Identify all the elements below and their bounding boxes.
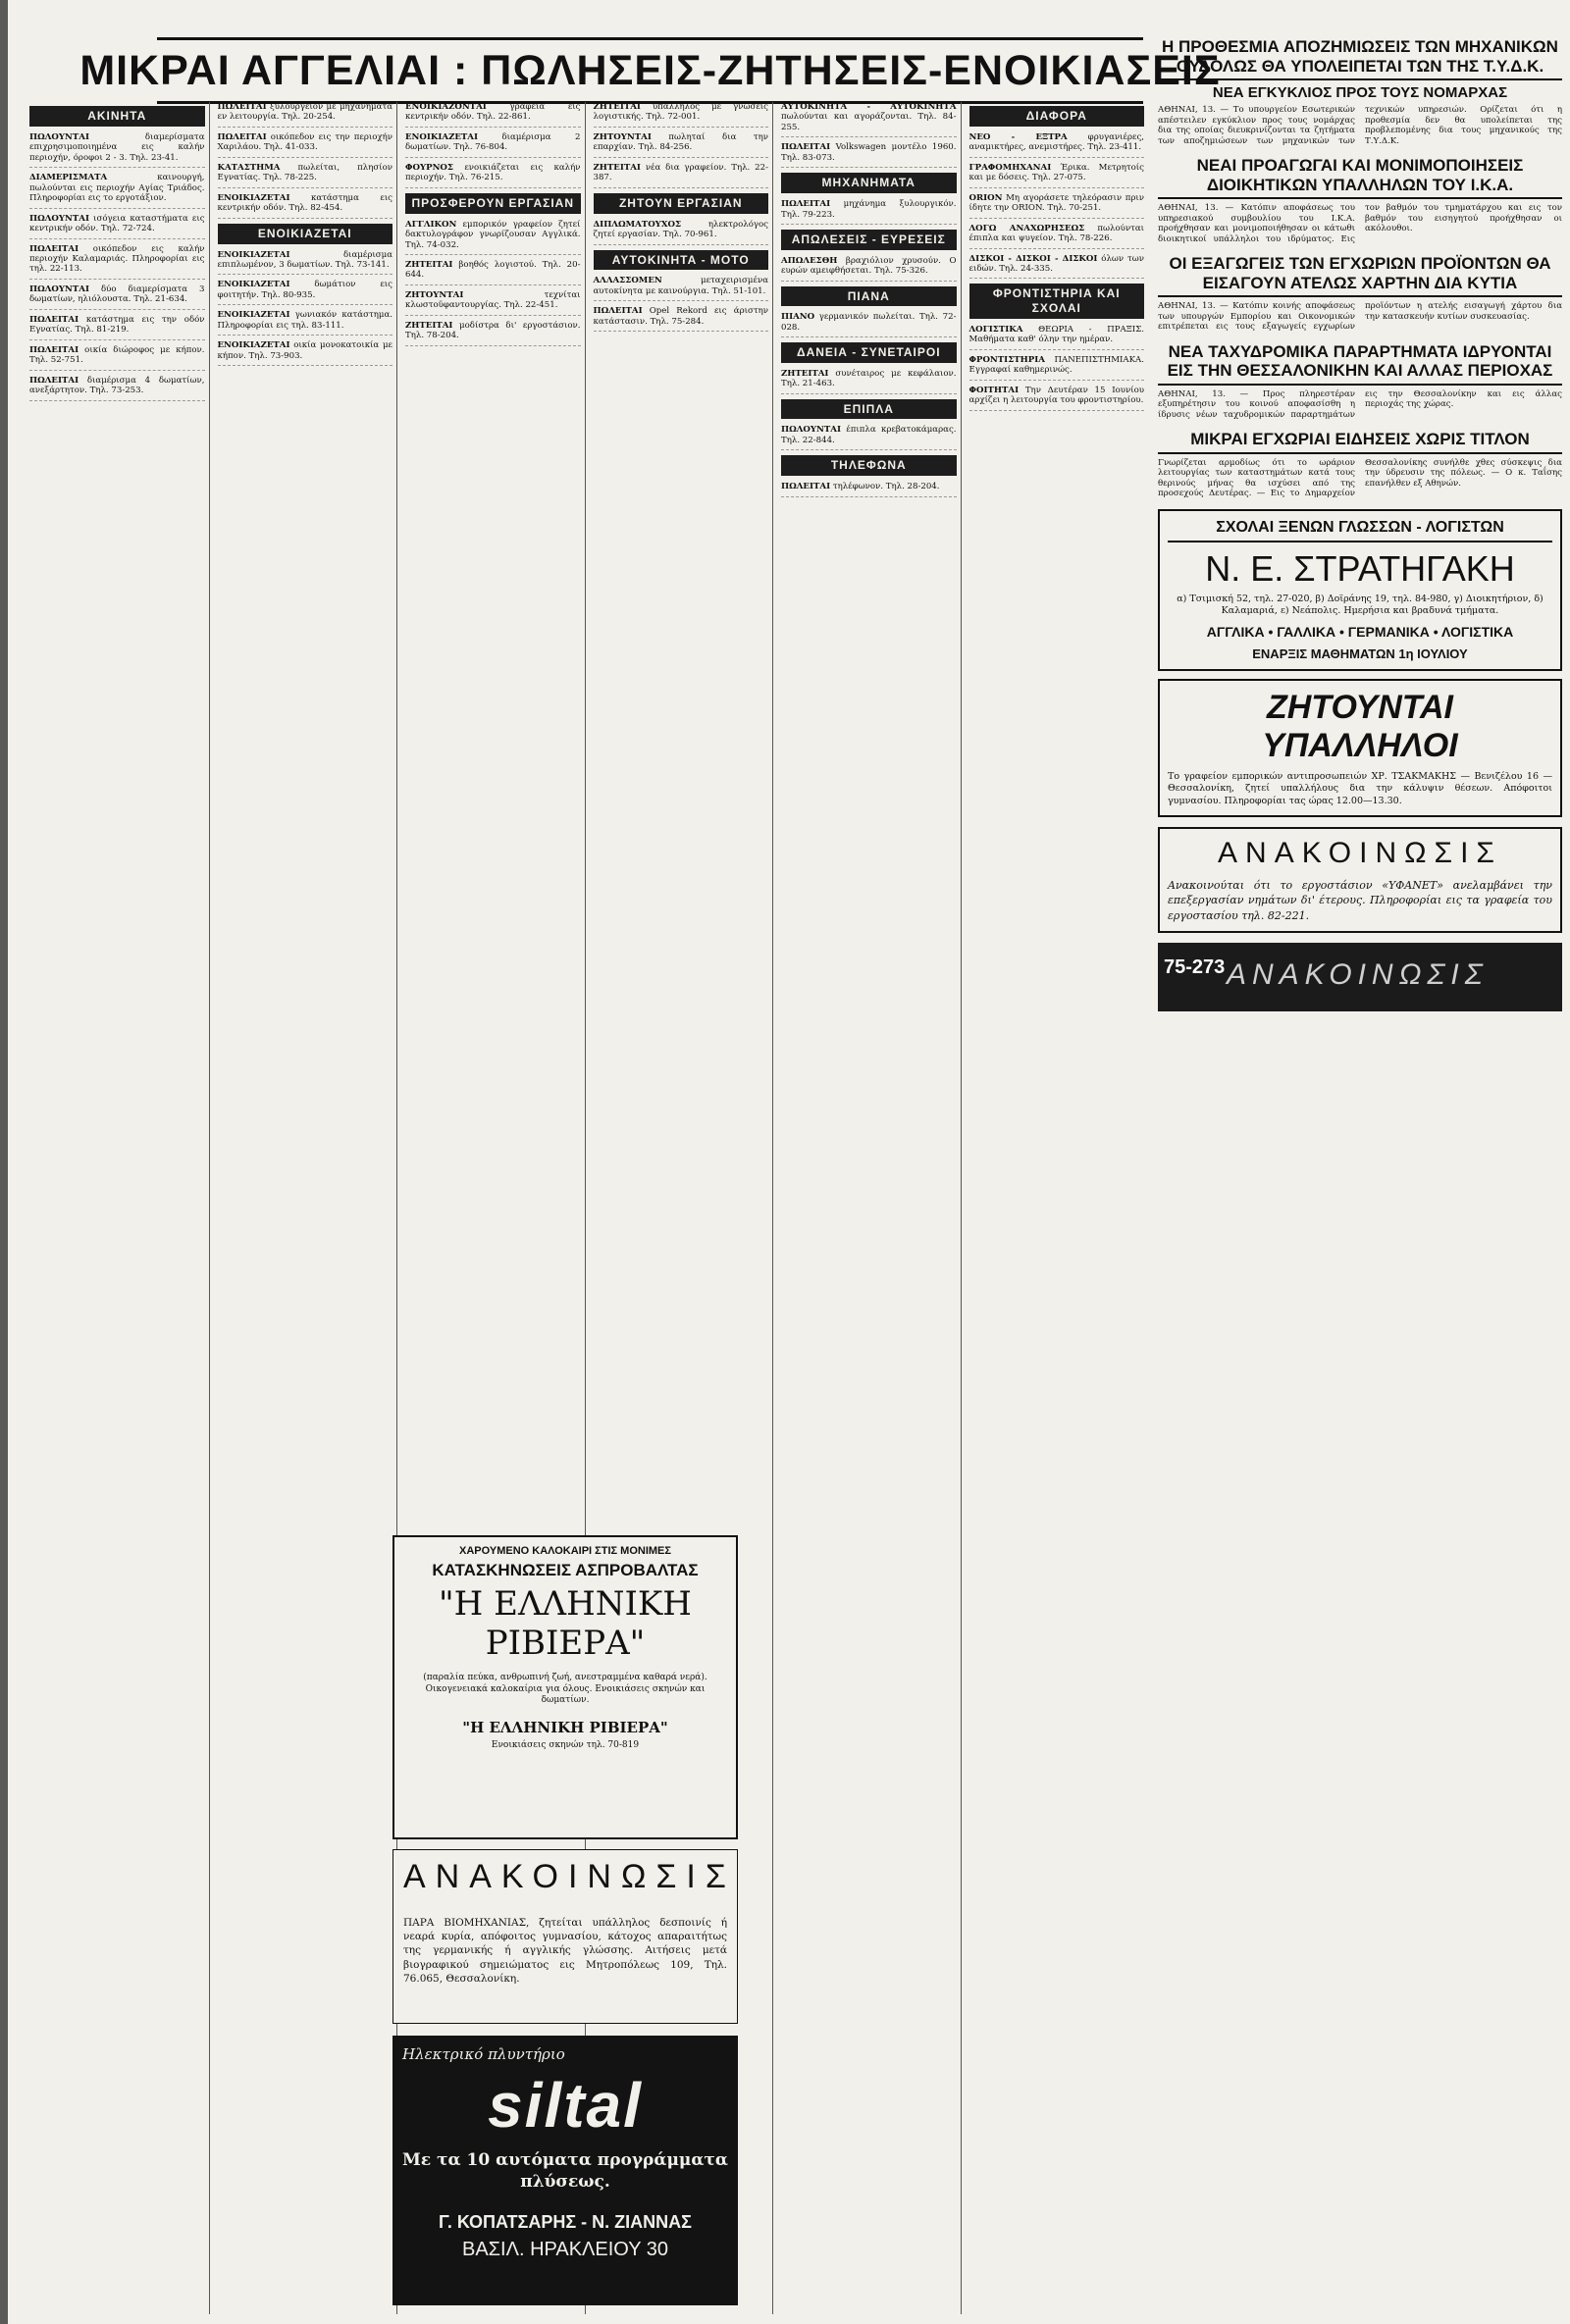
news-item xyxy=(1158,156,1562,244)
ad-text: ενοικιάζεται εις καλήν περιοχήν. Τηλ. 76-215. xyxy=(405,162,581,183)
classified-ad xyxy=(29,244,205,280)
ad-keyword: ΖΗΤΕΙΤΑΙ xyxy=(405,259,453,270)
ad-text: διαμερίσματα επιχρησιμοποιημένα εις καλήν περιοχήν, όροφοι 2 - 3. Τηλ. 23-41. xyxy=(29,131,205,163)
ad-text: οικόπεδον εις την περιοχήν Χαριλάου. Τηλ. 41-033. xyxy=(217,131,392,153)
classified-ad xyxy=(218,102,393,128)
section-banner: ΑΠΩΛΕΣΕΙΣ - ΕΥΡΕΣΕΙΣ xyxy=(781,230,957,250)
classified-ad xyxy=(405,102,581,128)
section-banner: ΑΥΤΟΚΙΝΗΤΑ - ΜΟΤΟ xyxy=(594,250,769,271)
ad-text: μοδίστρα δι' εργοστάσιον. Τηλ. 78-204. xyxy=(405,320,581,341)
classified-ad xyxy=(218,310,393,336)
ad-text: διαμέρισμα 4 δωματίων, ανεξάρτητον. Τηλ. 73-253. xyxy=(29,375,205,396)
riviera-line1: ΧΑΡΟΥΜΕΝΟ ΚΑΛΟΚΑΙΡΙ ΣΤΙΣ ΜΟΝΙΜΕΣ xyxy=(459,1545,671,1557)
classified-ad xyxy=(405,321,581,346)
ad-text: ΠΑΝΕΠΙΣΤΗΜΙΑΚΑ. Εγγραφαί καθημερινώς. xyxy=(968,354,1144,376)
classified-ad xyxy=(781,199,957,225)
ad-text: γερμανικόν πωλείται. Τηλ. 72-028. xyxy=(781,312,957,333)
ad-keyword: ΕΝΟΙΚΙΑΖΟΝΤΑΙ xyxy=(405,102,487,112)
news-item xyxy=(1158,430,1562,498)
classified-ad xyxy=(405,290,581,316)
ad-text: πωληταί δια την επαρχίαν. Τηλ. 84-256. xyxy=(593,131,768,153)
news-headline: Η ΠΡΟΘΕΣΜΙΑ ΑΠΟΖΗΜΙΩΣΕΙΣ ΤΩΝ ΜΗΧΑΝΙΚΩΝ ΟΥΔΟΛΩΣ ΘΑ ΥΠΟΛΕΙΠΕΤΑΙ ΤΩΝ ΤΗΣ Τ.Υ.Δ.Κ. xyxy=(1158,37,1562,80)
ad-keyword: ΠΩΛΕΙΤΑΙ xyxy=(781,199,831,210)
page-stamp xyxy=(1158,943,1562,1011)
classified-ad xyxy=(29,284,205,310)
riviera-body: (παραλία πεύκα, ανθρωπινή ζωή, ανεστραμμένα καθαρά νερά). Οικογενειακά καλοκαίρια για όλους. Ενοικιάσεις σκηνών και δωματίων. xyxy=(423,1673,707,1706)
ad-text: υπάλληλος με γνώσεις λογιστικής. Τηλ. 72-001. xyxy=(593,102,768,123)
classified-ad xyxy=(594,102,769,128)
news-text: ΑΘΗΝΑΙ, 13. — Κατόπιν αποφάσεως του υπηρεσιακού συμβουλίου του Ι.Κ.Α. προήχθησαν και μονιμοποιήθησαν οι κάτωθι διοικητικοί υπάλληλοι του ιδρύματος. Εις τον βαθμόν του τμηματάρχου και εις τον βαθμόν του εισηγητού προήχθησαν οι ακόλουθοι. xyxy=(1158,203,1562,244)
classified-ad xyxy=(29,173,205,208)
ad-keyword: ΠΙΑΝΟ xyxy=(781,312,815,323)
section-banner: ΤΗΛΕΦΩΝΑ xyxy=(781,455,957,476)
classified-ad xyxy=(218,193,393,219)
announcement-body: ΠΑΡΑ ΒΙΟΜΗΧΑΝΙΑΣ, ζητείται υπάλληλος δεσποινίς ή νεαρά κυρία, απόφοιτος γυμνασίου, κάτοχος απαραιτήτως της γερμανικής ή αγγλικής γλώσσης. Αιτήσεις μετά βιογραφικού σημειώματος εις Μητροπόλεως 109, Τηλ. 76.065, Θεσσαλονίκη. xyxy=(403,1917,727,1985)
ad-text: γωνιακόν κατάστημα. Πληροφορίαι εις τηλ. 83-111. xyxy=(217,310,392,331)
ad-text: κατάστημα εις την οδόν Εγνατίας. Τηλ. 81-219. xyxy=(29,314,205,336)
classified-ad xyxy=(969,386,1145,411)
ad-keyword: ΖΗΤΕΙΤΑΙ xyxy=(781,368,829,379)
section-banner: ΕΝΟΙΚΙΑΖΕΤΑΙ xyxy=(218,224,393,244)
classified-ad xyxy=(29,376,205,401)
ad-text: τηλέφωνον. Τηλ. 28-204. xyxy=(832,482,940,492)
ad-text: Opel Rekord εις άριστην κατάστασιν. Τηλ. 75-284. xyxy=(593,306,768,327)
ad-keyword: ΠΩΛΟΥΝΤΑΙ xyxy=(29,213,89,224)
stamp-text: ΑΝΑΚΟΙΝΩΣΙΣ xyxy=(1227,958,1489,992)
siltal-dealer: Γ. ΚΟΠΑΤΣΑΡΗΣ - Ν. ΖΙΑΝΝΑΣ xyxy=(439,2212,692,2233)
ad-keyword: ΛΟΓΙΣΤΙΚΑ xyxy=(968,324,1023,335)
ad-keyword: ΠΩΛΕΙΤΑΙ xyxy=(217,131,267,142)
ad-text: πωλείται, πλησίον Εγνατίας. Τηλ. 78-225. xyxy=(217,162,392,183)
classified-ad xyxy=(405,220,581,255)
ad-text: Την Δευτέραν 15 Ιουνίου αρχίζει η λειτουργία του φροντιστηρίου. xyxy=(968,385,1144,406)
ad-text: οικία μονοκατοικία με κήπον. Τηλ. 73-903. xyxy=(217,340,393,361)
factory-announcement xyxy=(1158,827,1562,933)
classified-ad xyxy=(781,482,957,496)
news-body xyxy=(1158,203,1562,244)
classified-ad xyxy=(594,220,769,245)
section-banner: ΑΚΙΝΗΤΑ xyxy=(29,106,205,127)
ad-keyword: ΕΝΟΙΚΙΑΖΕΤΑΙ xyxy=(217,280,290,290)
hiring-body: Το γραφείον εμπορικών αντιπροσωπειών ΧΡ. ΤΣΑΚΜΑΚΗΣ — Βενιζέλου 16 — Θεσσαλονίκη, ζητεί υπαλλήλους δια την κάλυψιν θέσεων. Απόφοιτοι γυμνασίου. Πληροφορίαι τας ώρας 12.00—13.30. xyxy=(1168,770,1552,806)
classified-ad xyxy=(594,276,769,301)
ad-text: εμπορικόν γραφείον ζητεί δακτυλογράφον γνωρίζουσαν Αγγλικά. Τηλ. 74-032. xyxy=(405,219,581,250)
classified-ad xyxy=(405,260,581,285)
ad-keyword: ΦΟΙΤΗΤΑΙ xyxy=(968,385,1020,395)
classified-ad xyxy=(969,224,1145,249)
ad-keyword: ΑΓΓΛΙΚΟΝ xyxy=(405,219,457,230)
news-subheadline: ΝΕΑ ΕΓΚΥΚΛΙΟΣ ΠΡΟΣ ΤΟΥΣ ΝΟΜΑΡΧΑΣ xyxy=(1212,84,1508,102)
classifieds-header: ΜΙΚΡΑΙ ΑΓΓΕΛΙΑΙ : ΠΩΛΗΣΕΙΣ-ΖΗΤΗΣΕΙΣ-ΕΝΟΙΚΙΑΣΕΙΣ xyxy=(157,37,1143,104)
ad-keyword: ΕΝΟΙΚΙΑΖΕΤΑΙ xyxy=(217,340,290,351)
factory-announcement-body: Ανακοινούται ότι το εργοστάσιον «ΥΦΑΝΕΤ» ανελαμβάνει την επεξεργασίαν νημάτων δι' έτερους. Πληροφορίαι εις τα γραφεία του εργοστασίου τηλ. 82-221. xyxy=(1168,878,1552,922)
page-edge-shadow xyxy=(0,0,8,2324)
classified-ad xyxy=(781,425,957,450)
classified-ad xyxy=(218,340,393,366)
ad-text: Έρικα. Μετρητοίς και με δόσεις. Τηλ. 27-075. xyxy=(968,162,1144,183)
ad-keyword: ΠΩΛΟΥΝΤΑΙ xyxy=(29,284,89,294)
ad-keyword: ΖΗΤΟΥΝΤΑΙ xyxy=(405,289,464,300)
classified-ad xyxy=(594,163,769,188)
classified-ad xyxy=(594,306,769,332)
siltal-tagline: Ηλεκτρικό πλυντήριο xyxy=(402,2045,565,2063)
ad-text: ΘΕΩΡΙΑ - ΠΡΑΞΙΣ. Μαθήματα καθ' όλην την ημέραν. xyxy=(968,324,1144,345)
classifieds-column xyxy=(969,102,1149,2314)
announcement-box xyxy=(392,1849,738,2024)
ad-keyword: ΕΝΟΙΚΙΑΖΕΤΑΙ xyxy=(217,192,290,203)
news-item xyxy=(1158,342,1562,421)
ad-text: πωλούνται έπιπλα και ψυγείον. Τηλ. 78-226. xyxy=(968,223,1145,244)
classified-ad xyxy=(29,315,205,340)
ad-keyword: ΠΩΛΕΙΤΑΙ xyxy=(781,142,831,153)
stamp-number: 75-273 xyxy=(1164,956,1226,979)
ad-text: κατάστημα εις κεντρικήν οδόν. Τηλ. 82-454. xyxy=(217,192,392,214)
news-item xyxy=(1158,254,1562,333)
factory-announcement-title: ΑΝΑΚΟΙΝΩΣΙΣ xyxy=(1218,836,1502,869)
siltal-logo: siltal xyxy=(488,2070,643,2141)
section-banner: ΔΙΑΦΟΡΑ xyxy=(969,106,1145,127)
news-text: Γνωρίζεται αρμοδίως ότι το ωράριον λειτουργίας των καταστημάτων κατά τους θερινούς μήνας θα ισχύσει από της προσεχούς Δευτέρας. — Εις το Δημαρχείον Θεσσαλονίκης συνήλθε χθες σύσκεψις δια την ύδρευσιν της πόλεως. — Ο κ. Ταΐσης επανήλθεν εξ Αθηνών. xyxy=(1158,457,1562,499)
ad-keyword: ΕΝΟΙΚΙΑΖΕΤΑΙ xyxy=(405,131,478,142)
classified-ad xyxy=(29,214,205,239)
riviera-contact: Ενοικιάσεις σκηνών τηλ. 70-819 xyxy=(491,1740,640,1751)
classified-ad xyxy=(781,369,957,394)
ad-keyword: ΠΩΛΟΥΝΤΑΙ xyxy=(29,131,89,142)
classifieds-column xyxy=(781,102,962,2314)
classifieds-column xyxy=(29,102,210,2314)
ad-keyword: ΛΟΓΩ ΑΝΑΧΩΡΗΣΕΩΣ xyxy=(968,223,1085,233)
classified-ad xyxy=(969,355,1145,381)
ad-text: γραφεία εις κεντρικήν οδόν. Τηλ. 22-861. xyxy=(405,102,581,123)
ad-keyword: ΕΝΟΙΚΙΑΖΕΤΑΙ xyxy=(217,249,290,260)
classified-ad xyxy=(781,256,957,282)
classified-ad xyxy=(218,250,393,276)
hiring-ad xyxy=(1158,679,1562,817)
section-banner: ΠΙΑΝΑ xyxy=(781,286,957,307)
classified-ad xyxy=(218,280,393,305)
news-item xyxy=(1158,37,1562,146)
classified-ad xyxy=(781,312,957,337)
classified-ad xyxy=(405,132,581,158)
ad-keyword: ΠΩΛΕΙΤΑΙ xyxy=(29,344,79,355)
hiring-title: ΖΗΤΟΥΝΤΑΙ ΥΠΑΛΛΗΛΟΙ xyxy=(1262,688,1458,764)
siltal-slogan: Με τα 10 αυτόματα προγράμματα πλύσεως. xyxy=(402,2150,728,2193)
ad-text: δύο διαμερίσματα 3 δωματίων, ηλιόλουστα. Τηλ. 21-634. xyxy=(29,284,205,305)
school-subjects: ΑΓΓΛΙΚΑ • ΓΑΛΛΙΚΑ • ΓΕΡΜΑΝΙΚΑ • ΛΟΓΙΣΤΙΚΑ xyxy=(1206,624,1514,641)
ad-keyword: ΔΙΑΜΕΡΙΣΜΑΤΑ xyxy=(29,173,108,183)
section-banner: ΖΗΤΟΥΝ ΕΡΓΑΣΙΑΝ xyxy=(594,193,769,214)
news-body xyxy=(1158,301,1562,332)
ad-keyword: ΠΩΛΕΙΤΑΙ xyxy=(217,102,267,112)
ad-text: νέα δια γραφείον. Τηλ. 22-387. xyxy=(593,162,768,183)
classified-ad xyxy=(781,102,957,137)
section-banner: ΠΡΟΣΦΕΡΟΥΝ ΕΡΓΑΣΙΑΝ xyxy=(405,193,581,214)
ad-keyword: ΠΩΛΕΙΤΑΙ xyxy=(781,482,831,492)
ad-keyword: ΚΑΤΑΣΤΗΜΑ xyxy=(217,162,281,173)
ad-text: βοηθός λογιστού. Τηλ. 20-644. xyxy=(405,259,581,281)
ad-text: ηλεκτρολόγος ζητεί εργασίαν. Τηλ. 70-961. xyxy=(593,219,768,240)
ad-keyword: ΓΡΑΦΟΜΗΧΑΝΑΙ xyxy=(968,162,1052,173)
riviera-name: "Η ΕΛΛΗΝΙΚΗ ΡΙΒΙΕΡΑ" xyxy=(439,1584,692,1663)
ad-text: διαμέρισμα επιπλωμένον, 3 δωματίων. Τηλ. 73-141. xyxy=(217,249,392,270)
classified-ad xyxy=(218,163,393,188)
section-banner: ΔΑΝΕΙΑ - ΣΥΝΕΤΑΙΡΟΙ xyxy=(781,342,957,363)
ad-keyword: ΠΩΛΕΙΤΑΙ xyxy=(29,375,79,386)
ad-keyword: ΕΝΟΙΚΙΑΖΕΤΑΙ xyxy=(217,310,290,321)
news-headline: ΟΙ ΕΞΑΓΩΓΕΙΣ ΤΩΝ ΕΓΧΩΡΙΩΝ ΠΡΟΪΟΝΤΩΝ ΘΑ ΕΙΣΑΓΟΥΝ ΑΤΕΛΩΣ ΧΑΡΤΗΝ ΔΙΑ ΚΥΤΙΑ xyxy=(1158,254,1562,297)
news-text: ΑΘΗΝΑΙ, 13. — Κατόπιν κοινής αποφάσεως των υπουργών Εμπορίου και Οικονομικών επιτρέπεται εις τους εξαγωγείς εγχωρίων προϊόντων η ατελής εισαγωγή χάρτου δια την κατασκευήν κυτίων συσκευασίας. xyxy=(1158,301,1562,333)
classified-ad xyxy=(969,193,1145,219)
section-banner: ΜΗΧΑΝΗΜΑΤΑ xyxy=(781,173,957,193)
ad-text: οικία διώροφος με κήπον. Τηλ. 52-751. xyxy=(29,344,205,366)
news-text: ΑΘΗΝΑΙ, 13. — Προς πληρεστέραν εξυπηρέτησιν του κοινού αποφασίσθη η ίδρυσις νέων ταχυδρομικών παραρτημάτων εις την Θεσσαλονίκην και εις άλλας περιοχάς της χώρας. xyxy=(1158,388,1562,420)
ad-text: Μη αγοράσετε τηλεόρασιν πριν ίδητε την ORION. Τηλ. 70-251. xyxy=(968,192,1144,214)
ad-keyword: ΔΙΠΛΩΜΑΤΟΥΧΟΣ xyxy=(593,219,682,230)
siltal-address: ΒΑΣΙΛ. ΗΡΑΚΛΕΙΟΥ 30 xyxy=(462,2239,668,2261)
language-school-ad xyxy=(1158,509,1562,671)
ad-text: διαμέρισμα 2 δωματίων. Τηλ. 76-804. xyxy=(405,131,581,153)
ad-text: ξυλουργείον με μηχανήματα εν λειτουργία. Τηλ. 20-254. xyxy=(217,102,393,123)
classified-ad xyxy=(405,163,581,188)
classified-ad xyxy=(781,142,957,168)
ad-keyword: ΦΟΥΡΝΟΣ xyxy=(405,162,453,173)
ad-keyword: ΔΙΣΚΟΙ - ΔΙΣΚΟΙ - ΔΙΣΚΟΙ xyxy=(968,253,1098,264)
section-banner: ΦΡΟΝΤΙΣΤΗΡΙΑ ΚΑΙ ΣΧΟΛΑΙ xyxy=(969,284,1145,318)
ad-keyword: ΖΗΤΕΙΤΑΙ xyxy=(593,102,641,112)
ad-keyword: ΖΗΤΟΥΝΤΑΙ xyxy=(593,131,652,142)
classified-ad xyxy=(969,325,1145,350)
riviera-camping-ad xyxy=(392,1535,738,1839)
ad-text: φρυγανιέρες, αναμικτήρες, ανεμιστήρες. Τηλ. 23-411. xyxy=(968,131,1144,153)
ad-keyword: ΠΩΛΟΥΝΤΑΙ xyxy=(781,425,841,436)
ad-keyword: ΠΩΛΕΙΤΑΙ xyxy=(29,314,79,325)
siltal-washer-ad xyxy=(392,2036,738,2305)
classified-ad xyxy=(218,132,393,158)
ad-text: Volkswagen μοντέλο 1960. Τηλ. 83-073. xyxy=(781,142,957,163)
news-body xyxy=(1158,458,1562,499)
ad-keyword: ΠΩΛΕΙΤΑΙ xyxy=(29,243,79,254)
ad-keyword: ΑΠΩΛΕΣΘΗ xyxy=(781,255,838,266)
ad-text: βραχιόλιον χρυσούν. Ο ευρών αμειφθήσεται. Τηλ. 75-326. xyxy=(781,255,957,277)
classified-ad xyxy=(594,132,769,158)
ad-text: ισόγεια καταστήματα εις κεντρικήν οδόν. Τηλ. 72-724. xyxy=(29,213,205,234)
ad-text: συνέταιρος με κεφάλαιον. Τηλ. 21-463. xyxy=(781,368,957,389)
ad-text: όλων των ειδών. Τηλ. 24-335. xyxy=(968,253,1144,274)
ad-text: δωμάτιον εις φοιτητήν. Τηλ. 80-935. xyxy=(217,280,392,300)
ad-text: έπιπλα κρεβατοκάμαρας. Τηλ. 22-844. xyxy=(781,425,957,445)
riviera-line2: ΚΑΤΑΣΚΗΝΩΣΕΙΣ ΑΣΠΡΟΒΑΛΤΑΣ xyxy=(432,1561,699,1579)
ad-keyword: ΑΛΛΑΣΣΟΜΕΝ xyxy=(593,276,662,286)
school-start-date: ΕΝΑΡΞΙΣ ΜΑΘΗΜΑΤΩΝ 1η ΙΟΥΛΙΟΥ xyxy=(1252,646,1468,661)
news-headline: ΝΕΑ ΤΑΧΥΔΡΟΜΙΚΑ ΠΑΡΑΡΤΗΜΑΤΑ ΙΔΡΥΟΝΤΑΙ ΕΙΣ ΤΗΝ ΘΕΣΣΑΛΟΝΙΚΗΝ ΚΑΙ ΑΛΛΑΣ ΠΕΡΙΟΧΑΣ xyxy=(1158,342,1562,386)
section-banner: ΕΠΙΠΛΑ xyxy=(781,399,957,420)
news-headline: ΝΕΑΙ ΠΡΟΑΓΩΓΑΙ ΚΑΙ ΜΟΝΙΜΟΠΟΙΗΣΕΙΣ ΔΙΟΙΚΗΤΙΚΩΝ ΥΠΑΛΛΗΛΩΝ ΤΟΥ Ι.Κ.Α. xyxy=(1158,156,1562,199)
news-body xyxy=(1158,105,1562,146)
ad-keyword: ΦΡΟΝΤΙΣΤΗΡΙΑ xyxy=(968,354,1045,365)
ad-keyword: ORION xyxy=(968,192,1003,203)
riviera-name-footer: "Η ΕΛΛΗΝΙΚΗ ΡΙΒΙΕΡΑ" xyxy=(462,1719,668,1737)
classified-ad xyxy=(969,132,1145,158)
school-heading: ΣΧΟΛΑΙ ΞΕΝΩΝ ΓΛΩΣΣΩΝ - ΛΟΓΙΣΤΩΝ xyxy=(1168,519,1552,542)
ad-keyword: ΝΕΟ - ΕΞΤΡΑ xyxy=(968,131,1068,142)
ad-text: οικόπεδον εις καλήν περιοχήν Καλαμαριάς. Πληροφορίαι εις τηλ. 22-113. xyxy=(29,243,205,275)
ad-text: μηχάνημα ξυλουργικόν. Τηλ. 79-223. xyxy=(781,199,957,220)
announcement-title: ΑΝΑΚΟΙΝΩΣΙΣ xyxy=(403,1858,736,1895)
ad-keyword: ΑΥΤΟΚΙΝΗΤΑ - ΑΥΤΟΚΙΝΗΤΑ xyxy=(781,102,957,112)
news-headline: ΜΙΚΡΑΙ ΕΓΧΩΡΙΑΙ ΕΙΔΗΣΕΙΣ ΧΩΡΙΣ ΤΙΤΛΟΝ xyxy=(1158,430,1562,454)
ad-keyword: ΖΗΤΕΙΤΑΙ xyxy=(593,162,641,173)
school-addresses: α) Τσιμισκή 52, τηλ. 27-020, β) Δοϊράνης 19, τηλ. 84-980, γ) Διοικητήριον, δ) Καλαμαριά, ε) Νεάπολις. Ημερήσια και βραδυνά τμήματα. xyxy=(1177,593,1544,616)
news-column xyxy=(1158,37,1562,2313)
classifieds-column xyxy=(218,102,398,2314)
classified-ad xyxy=(969,163,1145,188)
news-text: ΑΘΗΝΑΙ, 13. — Το υπουργείον Εσωτερικών απέστειλεν εγκύκλιον προς τους νομάρχας δια της οποίας διευκρινίζονται τα ζητήματα των αποζημιώσεων των μηχανικών των τεχνικών υπηρεσιών. Ορίζεται ότι η προθεσμία δεν θα υπολείπεται της προβλεπομένης δια τους μηχανικούς της Τ.Υ.Δ.Κ. xyxy=(1158,105,1562,146)
classified-ad xyxy=(969,254,1145,280)
school-name: Ν. Ε. ΣΤΡΑΤΗΓΑΚΗ xyxy=(1205,547,1515,589)
ad-text: μεταχειρισμένα αυτοκίνητα με καινούργια. Τηλ. 51-101. xyxy=(593,276,768,296)
ad-keyword: ΖΗΤΕΙΤΑΙ xyxy=(405,320,453,331)
ad-keyword: ΠΩΛΕΙΤΑΙ xyxy=(593,306,643,317)
classified-ad xyxy=(29,132,205,168)
ad-text: πωλούνται και αγοράζονται. Τηλ. 84-255. xyxy=(781,112,957,132)
news-body xyxy=(1158,389,1562,420)
ad-text: τεχνίται κλωστοϋφαντουργίας. Τηλ. 22-451. xyxy=(405,289,581,311)
ad-text: καινουργή, πωλούνται εις περιοχήν Αγίας Τριάδος. Πληροφορίαι εις το εργοτάξιον. xyxy=(29,173,205,204)
classified-ad xyxy=(29,345,205,371)
